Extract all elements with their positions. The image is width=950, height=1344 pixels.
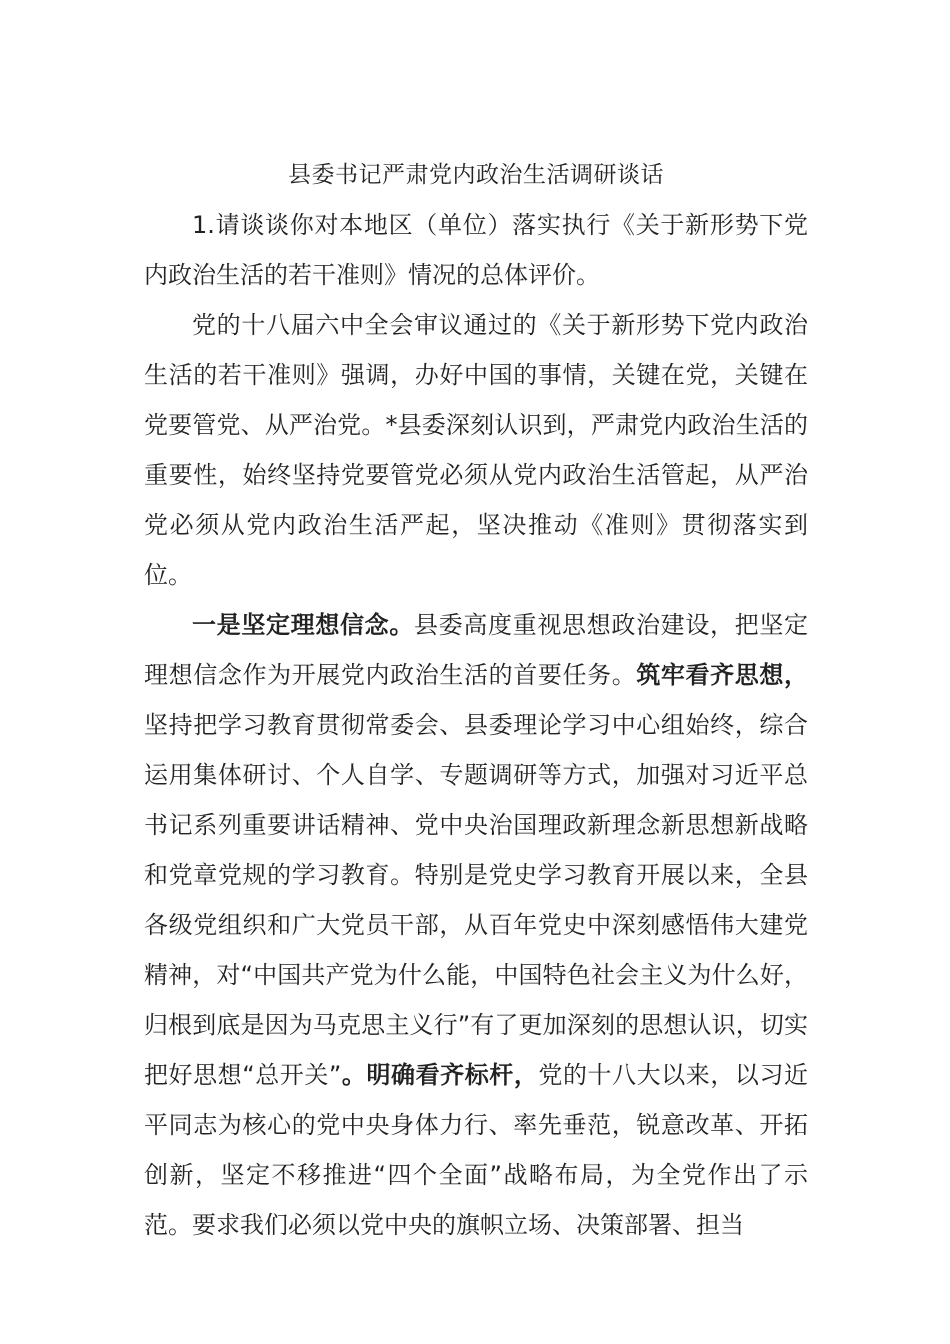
main-text-2: 坚持把学习教育贯彻常委会、县委理论学习中心组始终，综合运用集体研讨、个人自学、专题调研等方式，加强对习近平总书记系列重要讲话精神、党中央治国理政新理念新思想新战略和党章党规的学习教育。特别是党史学习教育开展以来，全县各级党组织和广大党员干部，从百年党史中深刻感悟伟大建党精神，对“中国共产党为什么能，中国特色社会主义为什么好，归根到底是因为马克思主义行”有了更加深刻的思想认识，切实把好思想“总开关” [144,711,808,1089]
heading-build-alignment: 筑牢看齐思想， [636,661,809,689]
heading-clear-benchmark: 。明确看齐标杆， [341,1061,539,1089]
main-text-3: 党的十八大以来，以习近平同志为核心的党中央身体力行、率先垂范，锐意改革、开拓创新，坚定不移推进“四个全面”战略布局，为全党作出了示范。要求我们必须以党中央的旗帜立场、决策部署、担当 [144,1061,809,1239]
document-title: 县委书记严肃党内政治生活调研谈话 [288,162,664,188]
document-body [144,150,808,1250]
main-paragraph [144,600,808,1250]
question-paragraph: 1.请谈谈你对本地区（单位）落实执行《关于新形势下党内政治生活的若干准则》情况的总体评价。 [144,211,808,289]
main-text-1: 县委高度重视思想政治建设，把坚定理想信念作为开展党内政治生活的首要任务。 [144,611,808,689]
intro-paragraph: 党的十八届六中全会审议通过的《关于新形势下党内政治生活的若干准则》强调，办好中国的事情，关键在党，关键在党要管党、从严治党。*县委深刻认识到，严肃党内政治生活的重要性，始终坚持党要管党必须从党内政治生活管起，从严治党必须从党内政治生活严起，坚决推动《准则》贯彻落实到位。 [144,311,808,589]
heading-firm-ideals: 一是坚定理想信念。 [192,611,414,639]
